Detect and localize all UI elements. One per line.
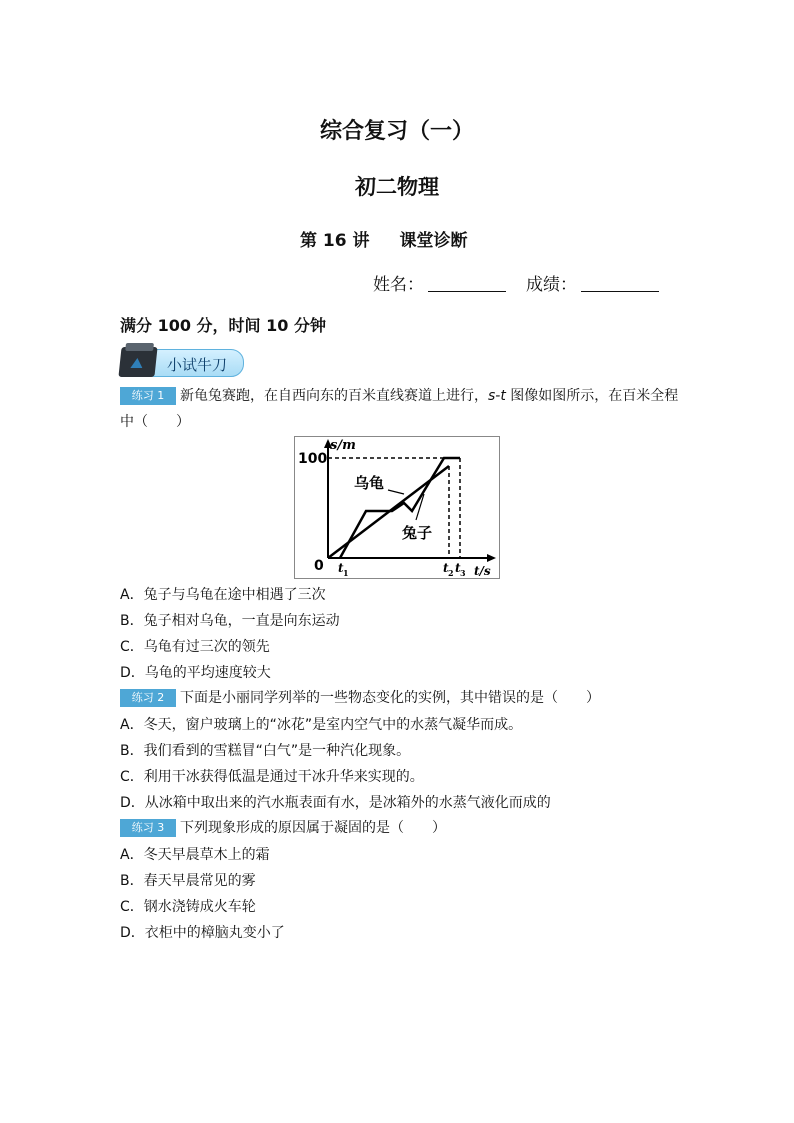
q3-option-c: C．钢水浇铸成火车轮: [120, 899, 256, 915]
question-tag: 练习 3: [120, 819, 176, 837]
subject-title: 初二物理: [355, 175, 439, 199]
name-blank[interactable]: [428, 275, 506, 292]
t2-label: t: [443, 561, 449, 575]
t1-label: t: [338, 561, 344, 575]
question-tag: 练习 1: [120, 387, 176, 405]
q2-option-c: C．利用干冰获得低温是通过干冰升华来实现的。: [120, 769, 424, 785]
t3-subscript: 3: [460, 568, 466, 578]
lecture-number: 第 16 讲: [300, 231, 370, 251]
question-tag: 练习 2: [120, 689, 176, 707]
section-banner-label: 小试牛刀: [167, 356, 228, 374]
question-stem: 下列现象形成的原因属于凝固的是（ ）: [180, 820, 446, 836]
y-axis-label: s/m: [330, 438, 356, 453]
toolbox-icon: [118, 347, 157, 377]
q2-option-d: D．从冰箱中取出来的汽水瓶表面有水，是冰箱外的水蒸气液化而成的: [120, 795, 551, 811]
question-stem-tail: 图像如图所示，在百米全程: [505, 388, 679, 404]
q1-option-c: C．乌龟有过三次的领先: [120, 639, 270, 655]
score-blank[interactable]: [581, 275, 659, 292]
st-graph: [294, 436, 500, 579]
t2-subscript: 2: [448, 568, 454, 578]
section-banner-pill: [142, 349, 244, 377]
question-1: [120, 383, 680, 435]
x-axis-label: t/s: [474, 564, 491, 578]
question-stem: 下面是小丽同学列举的一些物态变化的实例，其中错误的是（ ）: [180, 690, 600, 706]
full-score-note: 满分 100 分，时间 10 分钟: [120, 316, 326, 335]
y-tick-100: 100: [298, 451, 328, 467]
question-stem: 新龟兔赛跑，在自西向东的百米直线赛道上进行，: [180, 388, 488, 404]
q2-option-b: B．我们看到的雪糕冒“白气”是一种汽化现象。: [120, 743, 411, 759]
question-3: [120, 815, 680, 841]
q3-option-d: D．衣柜中的樟脑丸变小了: [120, 925, 285, 941]
q1-option-b: B．兔子相对乌龟，一直是向东运动: [120, 613, 340, 629]
t3-label: t: [455, 561, 461, 575]
q3-option-b: B．春天早晨常见的雾: [120, 873, 256, 889]
rabbit-label: 兔子: [402, 524, 433, 542]
q1-option-a: A．兔子与乌龟在途中相遇了三次: [120, 587, 326, 603]
name-label: 姓名：: [373, 275, 424, 295]
question-stem-italic: s-t: [488, 388, 506, 404]
q3-option-a: A．冬天早晨草木上的霜: [120, 847, 270, 863]
q1-option-d: D．乌龟的平均速度较大: [120, 665, 271, 681]
section-banner: [120, 345, 244, 379]
name-score-bar: [373, 270, 659, 295]
lecture-name: 课堂诊断: [399, 231, 468, 251]
q2-option-a: A．冬天，窗户玻璃上的“冰花”是室内空气中的水蒸气凝华而成。: [120, 717, 523, 733]
question-2: [120, 685, 680, 711]
lecture-heading: [300, 226, 468, 251]
tortoise-label: 乌龟: [354, 474, 385, 492]
t1-subscript: 1: [343, 568, 349, 578]
question-stem-line2: 中（ ）: [120, 414, 190, 430]
score-label: 成绩：: [526, 275, 577, 295]
origin-label: 0: [314, 558, 324, 574]
page-title: 综合复习（一）: [319, 119, 474, 144]
